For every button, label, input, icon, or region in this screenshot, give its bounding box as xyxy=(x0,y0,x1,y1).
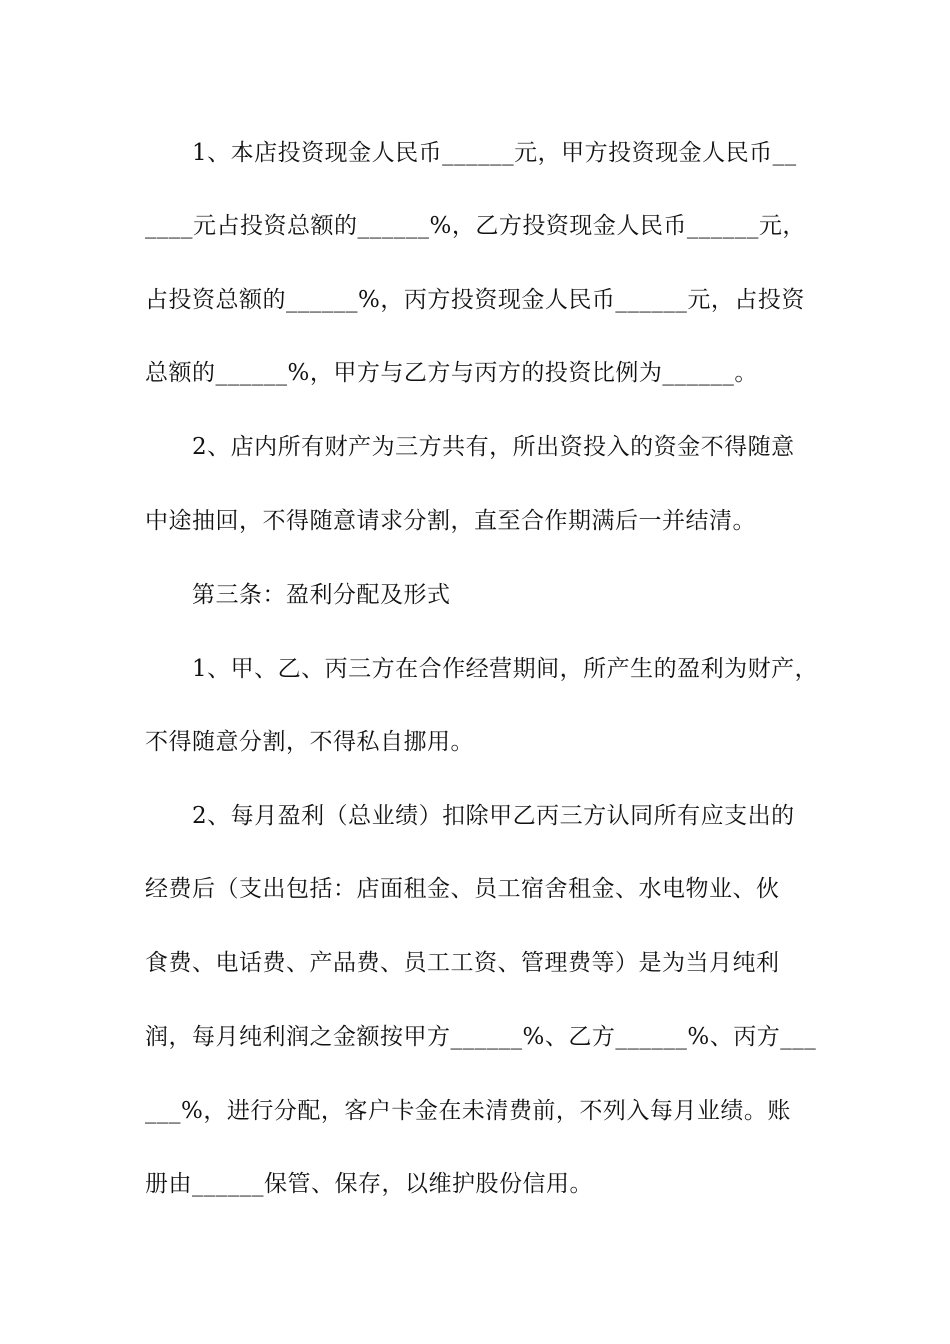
paragraph-4-line-5: ___%，进行分配，客户卡金在未清费前，不列入每月业绩。账 xyxy=(145,1098,791,1124)
paragraph-2-line-1: 2、店内所有财产为三方共有，所出资投入的资金不得随意 xyxy=(192,434,795,460)
paragraph-1-line-4: 总额的______%，甲方与乙方与丙方的投资比例为______。 xyxy=(145,360,758,386)
paragraph-3-line-2: 不得随意分割，不得私自挪用。 xyxy=(145,729,474,755)
paragraph-4-line-2: 经费后（支出包括：店面租金、员工宿舍租金、水电物业、伙 xyxy=(145,876,780,902)
section-heading: 第三条：盈利分配及形式 xyxy=(192,582,451,608)
paragraph-3-line-1: 1、甲、乙、丙三方在合作经营期间，所产生的盈利为财产， xyxy=(192,656,819,682)
paragraph-4-line-6: 册由______保管、保存，以维护股份信用。 xyxy=(145,1171,593,1197)
paragraph-1-line-1: 1、本店投资现金人民币______元，甲方投资现金人民币__ xyxy=(192,140,797,166)
paragraph-1-line-2: ____元占投资总额的______%，乙方投资现金人民币______元， xyxy=(145,213,806,239)
paragraph-4-line-1: 2、每月盈利（总业绩）扣除甲乙丙三方认同所有应支出的 xyxy=(192,803,795,829)
paragraph-2-line-2: 中途抽回，不得随意请求分割，直至合作期满后一并结清。 xyxy=(145,508,756,534)
paragraph-4-line-3: 食费、电话费、产品费、员工工资、管理费等）是为当月纯利 xyxy=(145,950,780,976)
paragraph-4-line-4: 润，每月纯利润之金额按甲方______%、乙方______%、丙方___ xyxy=(145,1024,817,1050)
paragraph-1-line-3: 占投资总额的______%，丙方投资现金人民币______元，占投资 xyxy=(145,287,805,313)
